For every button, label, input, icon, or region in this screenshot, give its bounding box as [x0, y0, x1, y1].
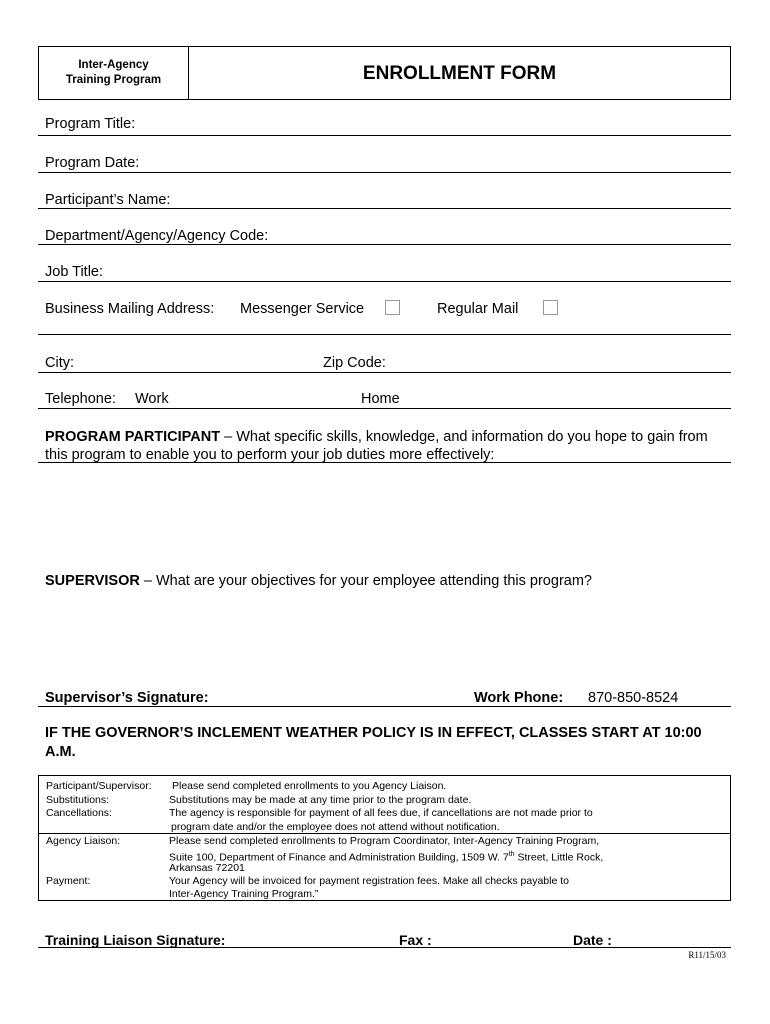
city-label: City: — [45, 355, 74, 371]
telephone-label: Telephone: — [45, 391, 116, 407]
messenger-service-checkbox[interactable] — [385, 300, 400, 315]
supervisor-signature-label: Supervisor’s Signature: — [45, 690, 209, 706]
info-key-liaison: Agency Liaison: — [46, 835, 121, 847]
info-val-payment-1: Your Agency will be invoiced for payment registration fees. Make all checks payable to — [169, 875, 569, 887]
form-header — [38, 46, 731, 100]
work-phone-field-label: Work — [135, 391, 169, 407]
supervisor-heading: SUPERVISOR — [45, 573, 140, 589]
training-liaison-signature-label: Training Liaison Signature: — [45, 932, 226, 948]
info-val-cancellations-2: program date and/or the employee does not attend without notification. — [171, 821, 500, 833]
date-label: Date : — [573, 932, 612, 948]
info-key-cancellations: Cancellations: — [46, 807, 112, 819]
info-key-participant: Participant/Supervisor: — [46, 780, 152, 792]
messenger-service-label: Messenger Service — [240, 301, 365, 317]
fax-label: Fax : — [399, 932, 432, 948]
info-val-liaison-2b: Street, Little Rock, — [514, 851, 604, 864]
work-phone-value: 870-850-8524 — [588, 690, 679, 706]
info-val-liaison-2-sup: th — [508, 851, 515, 858]
org-name-line1: Inter-Agency — [78, 59, 149, 71]
program-date-label: Program Date: — [45, 155, 140, 171]
form-title: ENROLLMENT FORM — [362, 63, 557, 84]
job-title-field[interactable] — [38, 281, 731, 282]
participant-name-field[interactable] — [38, 208, 731, 209]
info-divider — [39, 833, 730, 834]
regular-mail-checkbox[interactable] — [543, 300, 558, 315]
info-val-liaison-3: Arkansas 72201 — [169, 862, 245, 874]
participant-name-label: Participant’s Name: — [45, 192, 171, 208]
regular-mail-label: Regular Mail — [437, 301, 519, 317]
org-name-line2: Training Program — [65, 74, 162, 86]
participant-question — [45, 428, 725, 464]
department-field[interactable] — [38, 244, 731, 245]
training-liaison-signature-line[interactable] — [38, 947, 731, 948]
enrollment-info-box — [38, 775, 731, 901]
revision-code: R11/15/03 — [688, 950, 726, 960]
telephone-field[interactable] — [38, 408, 731, 409]
participant-heading: PROGRAM PARTICIPANT — [45, 429, 221, 445]
info-val-cancellations-1: The agency is responsible for payment of all fees due, if cancellations are not made prior to — [169, 807, 593, 819]
participant-answer-line[interactable] — [38, 462, 731, 463]
program-title-label: Program Title: — [45, 116, 136, 132]
work-phone-label: Work Phone: — [474, 690, 564, 706]
info-val-participant: Please send completed enrollments to you Agency Liaison. — [172, 780, 447, 792]
weather-policy-notice: IF THE GOVERNOR’S INCLEMENT WEATHER POLICY IS IN EFFECT, CLASSES START AT 10:00 A.M. — [45, 725, 702, 760]
zip-code-field[interactable] — [320, 372, 731, 373]
info-key-payment: Payment: — [46, 875, 91, 887]
supervisor-question — [45, 572, 725, 590]
home-phone-field-label: Home — [361, 391, 400, 407]
org-name — [39, 47, 189, 99]
mailing-address-field[interactable] — [38, 334, 731, 335]
city-field[interactable] — [38, 372, 320, 373]
info-val-liaison-2a: Suite 100, Department of Finance and Administration Building, 1509 W. 7 — [169, 851, 509, 864]
mailing-address-label: Business Mailing Address: — [45, 301, 215, 317]
department-label: Department/Agency/Agency Code: — [45, 228, 269, 244]
program-date-field[interactable] — [38, 172, 731, 173]
info-val-liaison-1: Please send completed enrollments to Program Coordinator, Inter-Agency Training Program, — [169, 835, 600, 847]
info-val-payment-2: Inter-Agency Training Program.” — [169, 888, 319, 900]
supervisor-signature-line[interactable] — [38, 706, 731, 707]
job-title-label: Job Title: — [45, 264, 104, 280]
zip-code-label: Zip Code: — [323, 355, 386, 371]
participant-question-text: – What specific skills, knowledge, and information do you hope to gain from this program to enable you to perform your job duties more effectively: — [45, 429, 708, 463]
program-title-field[interactable] — [38, 135, 731, 136]
supervisor-question-text: – What are your objectives for your employee attending this program? — [139, 573, 592, 589]
info-key-substitutions: Substitutions: — [46, 794, 110, 806]
info-val-substitutions: Substitutions may be made at any time prior to the program date. — [169, 794, 472, 806]
